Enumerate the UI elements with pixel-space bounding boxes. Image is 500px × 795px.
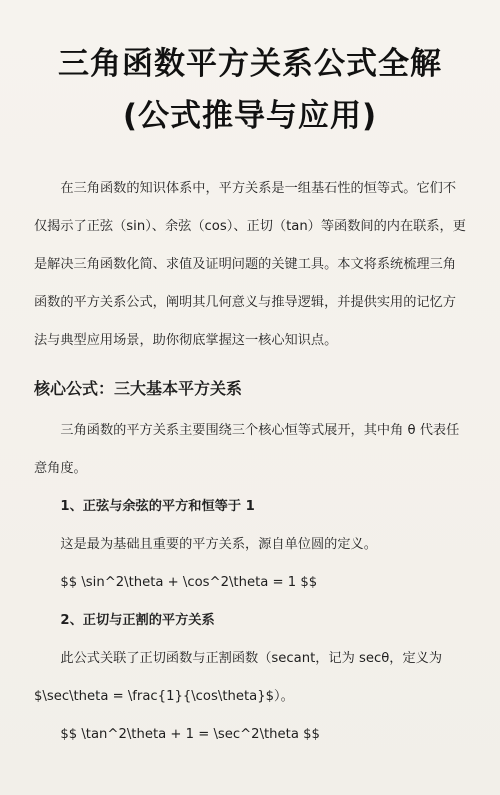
item-1-title: 1、正弦与余弦的平方和恒等于 1 (60, 499, 255, 514)
item-1-formula: $$ \sin^2\theta + \cos^2\theta = 1 $$ (60, 575, 318, 590)
section-lead: 三角函数的平方关系主要围绕三个核心恒等式展开，其中角 θ 代表任意角度。 (34, 423, 460, 476)
item-2-title: 2、正切与正割的平方关系 (60, 613, 215, 628)
item-2-desc: 此公式关联了正切函数与正割函数（secant，记为 secθ，定义为 $\sec\theta = \frac{1}{\cos\theta}$）。 (34, 651, 443, 704)
section-heading: 核心公式：三大基本平方关系 (34, 379, 243, 398)
title-line-2: (公式推导与应用) (122, 98, 378, 134)
item-2-formula: $$ \tan^2\theta + 1 = \sec^2\theta $$ (60, 727, 320, 742)
intro-paragraph: 在三角函数的知识体系中，平方关系是一组基石性的恒等式。它们不仅揭示了正弦（sin）、余弦（cos）、正切（tan）等函数间的内在联系，更是解决三角函数化简、求值及证明问题的关键工具。本文将系统梳理三角函数的平方关系公式，阐明其几何意义与推导逻辑，并提供实用的记忆方法与典型应用场景，助你彻底掌握这一核心知识点。 (34, 181, 466, 348)
title-line-1: 三角函数平方关系公式全解 (58, 46, 442, 82)
page-title (34, 38, 466, 142)
item-1-desc: 这是最为基础且重要的平方关系，源自单位圆的定义。 (60, 537, 377, 552)
